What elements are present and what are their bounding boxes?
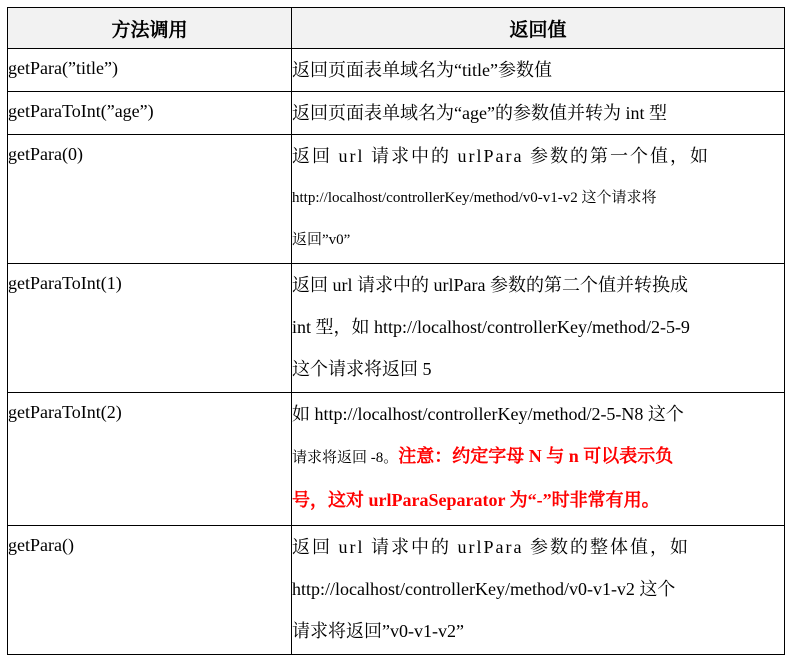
return-line: 返回”v0” — [292, 232, 351, 248]
api-method-table — [7, 7, 785, 655]
return-line: 返回 url 请求中的 urlPara 参数的第一个值，如 — [292, 146, 710, 166]
method-cell: getParaToInt(2) — [8, 393, 292, 526]
table-row — [8, 92, 785, 135]
table-row — [8, 49, 785, 92]
return-cell: 返回页面表单域名为“age”的参数值并转为 int 型 — [292, 92, 785, 135]
return-line: 请求将返回”v0-v1-v2” — [292, 621, 464, 641]
method-cell: getParaToInt(”age”) — [8, 92, 292, 135]
return-cell — [292, 264, 785, 393]
method-cell: getParaToInt(1) — [8, 264, 292, 393]
method-cell: getPara(”title”) — [8, 49, 292, 92]
return-line: 返回 url 请求中的 urlPara 参数的整体值，如 — [292, 537, 690, 557]
return-cell: 返回页面表单域名为“title”参数值 — [292, 49, 785, 92]
header-return-value: 返回值 — [292, 8, 785, 49]
warning-note: 注意：约定字母 N 与 n 可以表示负 — [398, 446, 674, 466]
return-line: 返回 url 请求中的 urlPara 参数的第二个值并转换成 — [292, 275, 688, 295]
method-cell: getPara(0) — [8, 135, 292, 264]
header-method-call: 方法调用 — [8, 8, 292, 49]
return-line: http://localhost/controllerKey/method/v0-v1-v2 这个 — [292, 579, 676, 599]
return-line — [292, 435, 784, 479]
table-row — [8, 264, 785, 393]
table-header-row — [8, 8, 785, 49]
return-cell — [292, 135, 785, 264]
return-line: 这个请求将返回 5 — [292, 359, 432, 379]
return-line: 如 http://localhost/controllerKey/method/2-5-N8 这个 — [292, 404, 684, 424]
table-row — [8, 135, 785, 264]
return-cell — [292, 526, 785, 655]
table-row — [8, 393, 785, 526]
return-text: 请求将返回 -8。 — [292, 450, 399, 466]
return-line: http://localhost/controllerKey/method/v0-v1-v2 这个请求将 — [292, 190, 657, 206]
return-cell — [292, 393, 785, 526]
return-line: int 型，如 http://localhost/controllerKey/method/2-5-9 — [292, 317, 690, 337]
table-row — [8, 526, 785, 655]
method-cell: getPara() — [8, 526, 292, 655]
warning-note: 号，这对 urlParaSeparator 为“-”时非常有用。 — [292, 490, 660, 510]
